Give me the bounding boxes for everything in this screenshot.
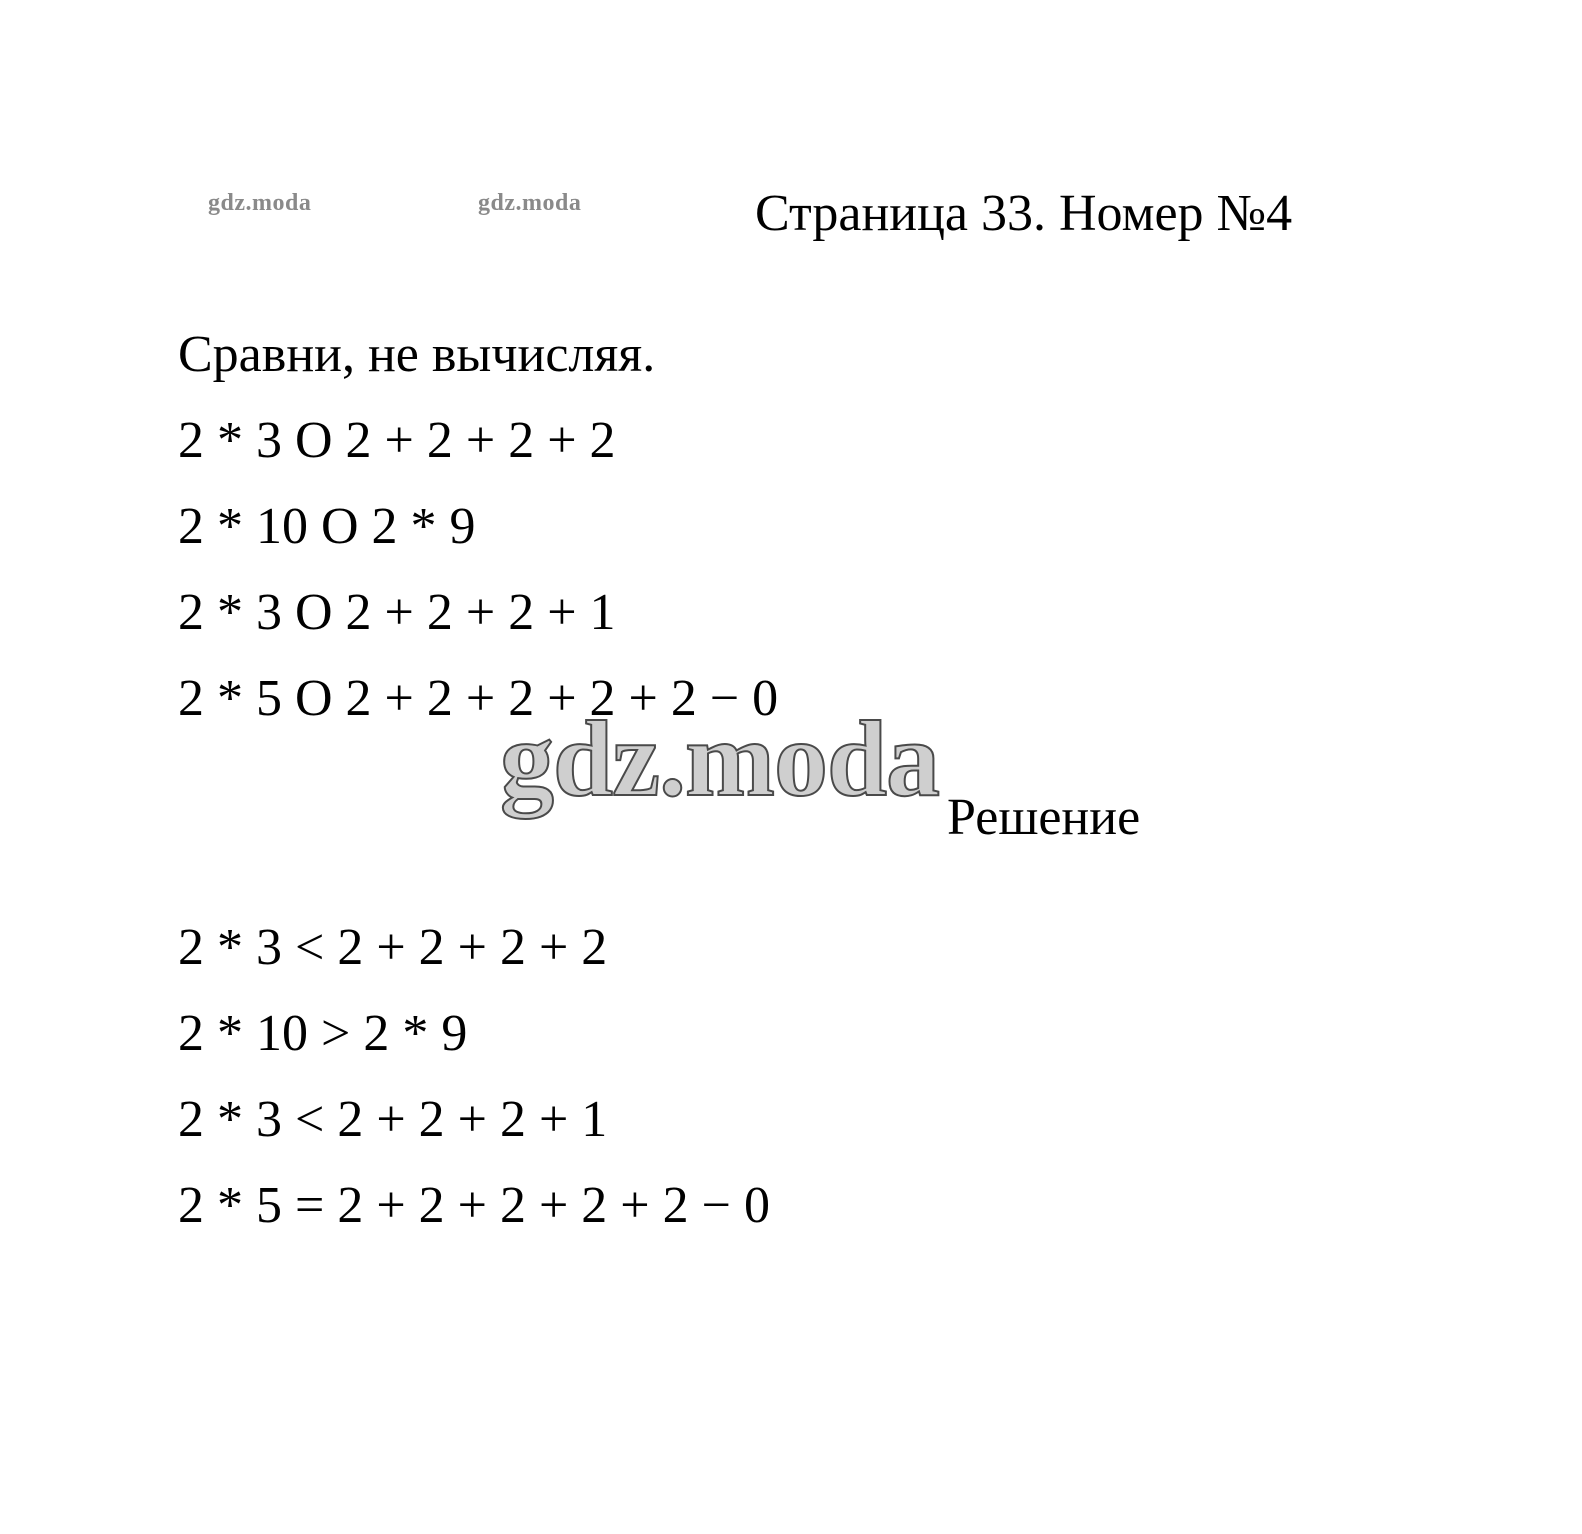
task-expression: 2 * 3 O 2 + 2 + 2 + 2 <box>178 412 616 469</box>
watermark-small-center: gdz.moda <box>478 190 582 216</box>
watermark-small-left: gdz.moda <box>208 190 312 216</box>
page-title: Страница 33. Номер №4 <box>755 185 1293 242</box>
solution-answer: 2 * 5 = 2 + 2 + 2 + 2 + 2 − 0 <box>178 1177 770 1234</box>
solution-answer: 2 * 3 < 2 + 2 + 2 + 1 <box>178 1091 608 1148</box>
task-block <box>178 312 1078 742</box>
solution-block <box>178 905 1078 1249</box>
task-instruction: Сравни, не вычисляя. <box>178 326 656 383</box>
watermark-large: gdz.moda <box>500 700 940 819</box>
solution-answer: 2 * 3 < 2 + 2 + 2 + 2 <box>178 919 608 976</box>
task-expression: 2 * 10 O 2 * 9 <box>178 498 476 555</box>
solution-answer: 2 * 10 > 2 * 9 <box>178 1005 468 1062</box>
task-expression: 2 * 3 O 2 + 2 + 2 + 1 <box>178 584 616 641</box>
solution-label: Решение <box>947 789 1141 846</box>
task-expression: 2 * 5 O 2 + 2 + 2 + 2 + 2 − 0 <box>178 670 779 727</box>
